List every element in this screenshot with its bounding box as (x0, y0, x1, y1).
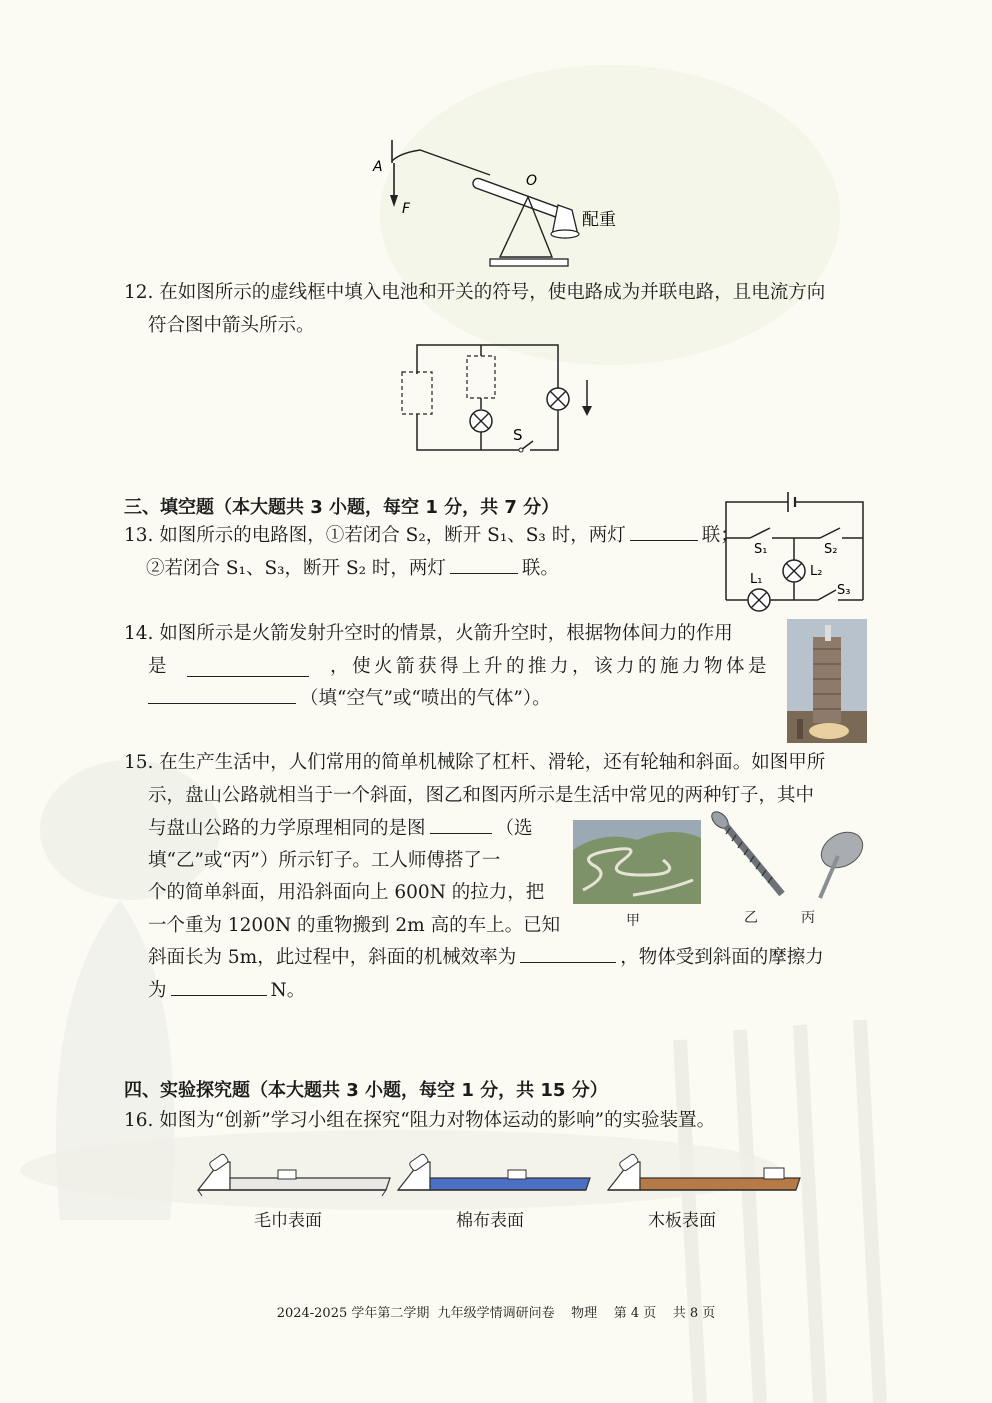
label-l1: L₁ (750, 572, 763, 587)
rocket-launch-photo (787, 619, 867, 743)
q16-apparatus-figure (190, 1148, 810, 1208)
q14-line1: 14. 如图所示是火箭发射升空时的情景，火箭升空时，根据物体间力的作用 (124, 623, 733, 644)
q13-blank1[interactable] (630, 539, 698, 541)
apparatus-wood (608, 1153, 800, 1190)
label-o: O (526, 173, 538, 189)
q13-circuit-figure (722, 490, 872, 615)
label-l2: L₂ (810, 564, 823, 579)
q14-blank2[interactable] (148, 702, 296, 704)
label-s1: S₁ (754, 542, 768, 557)
q12-circuit-figure (395, 338, 605, 458)
caption-yi: 乙 (744, 910, 758, 926)
apparatus-towel (198, 1153, 390, 1196)
section3-title: 三、填空题（本大题共 3 小题，每空 1 分，共 7 分） (124, 497, 560, 518)
label-counterweight: 配重 (582, 210, 616, 230)
label-f: F (402, 201, 411, 217)
q14-blank1[interactable] (187, 675, 309, 677)
q15-line7: 斜面长为 5m，此过程中，斜面的机械效率为 ，物体受到斜面的摩擦力 (148, 947, 824, 968)
label-towel-surface: 毛巾表面 (254, 1211, 322, 1231)
q15-line5: 个的简单斜面，用沿斜面向上 600N 的拉力，把 (148, 882, 545, 903)
q12-line1: 12. 在如图所示的虚线框中填入电池和开关的符号，使电路成为并联电路，且电流方向 (124, 282, 826, 303)
q12-line2: 符合图中箭头所示。 (148, 315, 315, 336)
dashed-box-left (402, 372, 432, 414)
dashed-box-middle (467, 356, 495, 398)
q15-line6: 一个重为 1200N 的重物搬到 2m 高的车上。已知 (148, 915, 561, 936)
q13-line2: ②若闭合 S₁、S₃，断开 S₂ 时，两灯 联。 (146, 558, 559, 579)
label-a: A (373, 159, 383, 175)
label-wood-surface: 木板表面 (648, 1211, 716, 1231)
q14-line2: 是 ，使火箭获得上升的推力，该力的施力物体是 (148, 656, 770, 677)
q15-line1: 15. 在生产生活中，人们常用的简单机械除了杠杆、滑轮，还有轮轴和斜面。如图甲所 (124, 752, 826, 773)
apparatus-cotton (398, 1153, 590, 1190)
q15-line2: 示，盘山公路就相当于一个斜面，图乙和图丙所示是生活中常见的两种钉子，其中 (148, 785, 815, 806)
thumbtack-nail-image (792, 822, 872, 902)
q15-blank2[interactable] (520, 961, 616, 963)
q15-line8: 为 N。 (148, 980, 306, 1001)
lever-figure (360, 135, 640, 270)
q15-line3: 与盘山公路的力学原理相同的是图 （选 (148, 818, 533, 839)
q15-line4: 填“乙”或“丙”）所示钉子。工人师傅搭了一 (148, 850, 501, 871)
label-cotton-surface: 棉布表面 (456, 1211, 524, 1231)
q14-line3: （填“空气”或“喷出的气体”）。 (148, 683, 551, 715)
q15-blank1[interactable] (430, 832, 492, 834)
q16-line1: 16. 如图为“创新”学习小组在探究“阻力对物体运动的影响”的实验装置。 (124, 1110, 716, 1131)
page-footer: 2024-2025 学年第二学期 九年级学情调研问卷 物理 第 4 页 共 8 页 (276, 1306, 716, 1321)
caption-bing: 丙 (801, 910, 815, 926)
screw-nail-image (706, 808, 788, 900)
caption-jia: 甲 (626, 913, 640, 929)
section4-title: 四、实验探究题（本大题共 3 小题，每空 1 分，共 15 分） (124, 1080, 608, 1101)
label-s3: S₃ (837, 583, 851, 598)
label-s2: S₂ (824, 542, 838, 557)
mountain-road-photo (573, 820, 701, 904)
q15-blank3[interactable] (171, 994, 267, 996)
q13-blank2[interactable] (450, 572, 518, 574)
switch-s-label: S (513, 426, 523, 444)
q13-line1: 13. 如图所示的电路图，①若闭合 S₂，断开 S₁、S₃ 时，两灯 联； (124, 525, 739, 546)
